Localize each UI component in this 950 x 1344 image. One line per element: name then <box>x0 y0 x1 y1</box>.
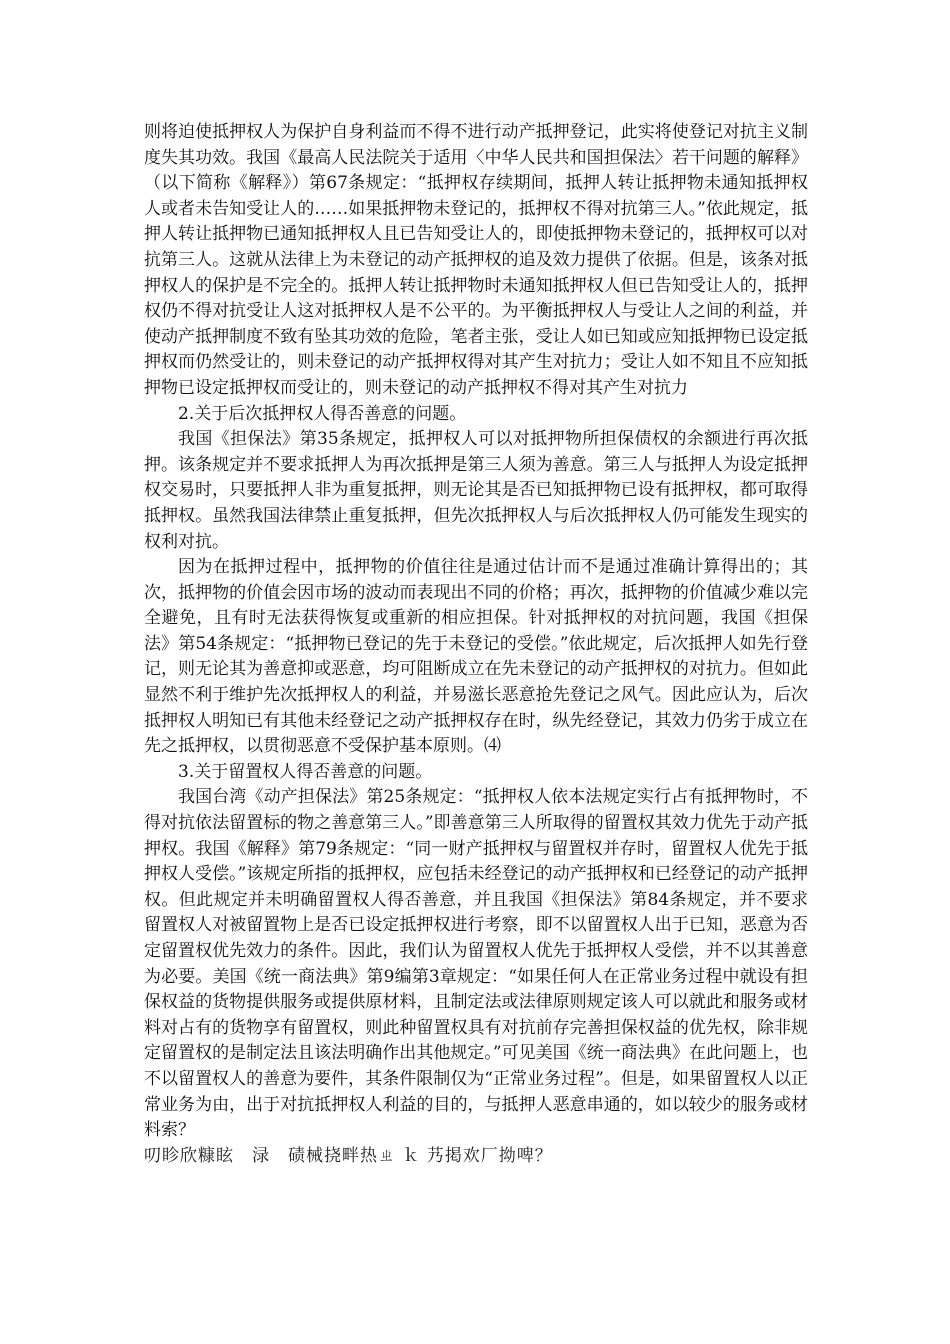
paragraph-registration-opposition: 则将迫使抵押权人为保护自身利益而不得不进行动产抵押登记，此实将使登记对抗主义制度失其功效。我国《最高人民法院关于适用〈中华人民共和国担保法〉若干问题的解释》（以下简称《解释》）第67条规定：“抵押权存续期间，抵押人转让抵押物未通知抵押权人或者未告知受让人的……如果抵押物未登记的，抵押权不得对抗第三人。”依此规定，抵押人转让抵押物已通知抵押权人且已告知受让人的，即使抵押物未登记的，抵押权可以对抗第三人。这就从法律上为未登记的动产抵押权的追及效力提供了依据。但是，该条对抵押权人的保护是不完全的。抵押人转让抵押物时未通知抵押权人但已告知受让人的，抵押权仍不得对抗受让人这对抵押权人是不公平的。为平衡抵押权人与受让人之间的利益，并使动产抵押制度不致有坠其功效的危险，笔者主张，受让人如已知或应知抵押物已设定抵押权而仍然受让的，则未登记的动产抵押权得对其产生对抗力；受让人如不知且不应知抵押物已设定抵押权而受让的，则未登记的动产抵押权不得对其产生对抗力 <box>144 122 808 398</box>
paragraph-lien-priority: 我国台湾《动产担保法》第25条规定：“抵押权人依本法规定实行占有抵押物时，不得对抗依法留置标的物之善意第三人。”即善意第三人所取得的留置权其效力优先于动产抵押权。我国《解释》第79条规定：“同一财产抵押权与留置权并存时，留置权人优先于抵押权人受偿。”该规定所指的抵押权，应包括未经登记的动产抵押权和已经登记的动产抵押权。但此规定并未明确留置权人得否善意，并且我国《担保法》第84条规定，并不要求留置权人对被留置物上是否已设定抵押权进行考察，即不以留置权人出于已知，恶意为否定留置权优先效力的条件。因此，我们认为留置权人优先于抵押权人受偿，并不以其善意为必要。美国《统一商法典》第9编第3章规定：“如果任何人在正常业务过程中就设有担保权益的货物提供服务或提供原材料，且制定法或法律原则规定该人可以就此和服务或材料对占有的货物享有留置权，则此种留置权具有对抗前存完善担保权益的优先权，除非规定留置权的是制定法且该法明确作出其他规定。”可见美国《统一商法典》在此问题上，也不以留置权人的善意为要件，其条件限制仅为“正常业务过程”。但是，如果留置权人以正常业务为由，出于对抗抵押权人利益的目的，与抵押人恶意串通的，如以较少的服务或材料索？ <box>144 787 808 1141</box>
document-body <box>144 120 808 1169</box>
garbled-text-line: 叨眕欣糠眩 渌 碛械挠畔热ㄓ ｋ 艿掲欢厂拗啤？ <box>144 1145 553 1166</box>
section-heading-lien-holder: 3.关于留置权人得否善意的问题。 <box>178 761 433 782</box>
paragraph-mortgage-valuation: 因为在抵押过程中，抵押物的价值往往是通过估计而不是通过准确计算得出的；其次，抵押物的价值会因市场的波动而表现出不同的价格；再次，抵押物的价值减少难以完全避免，且有时无法获得恢复或重新的相应担保。针对抵押权的对抗问题，我国《担保法》第54条规定：“抵押物已登记的先于未登记的受偿。”依此规定，后次抵押人如先行登记，则无论其为善意抑或恶意，均可阻断成立在先未登记的动产抵押权的对抗力。但如此显然不利于维护先次抵押权人的利益，并易滋长恶意抢先登记之风气。因此应认为，后次抵押权人明知已有其他未经登记之动产抵押权存在时，纵先经登记，其效力仍劣于成立在先之抵押权，以贯彻恶意不受保护基本原则。⑷ <box>144 557 808 757</box>
section-heading-subsequent-mortgagee: 2.关于后次抵押权人得否善意的问题。 <box>178 403 467 424</box>
paragraph-guarantee-law-article-35: 我国《担保法》第35条规定，抵押权人可以对抵押物所担保债权的余额进行再次抵押。该条规定并不要求抵押人为再次抵押是第三人须为善意。第三人与抵押人为设定抵押权交易时，只要抵押人非为重复抵押，则无论其是否已知抵押物已设有抵押权，都可取得抵押权。虽然我国法律禁止重复抵押，但先次抵押权人与后次抵押权人仍可能发生现实的权利对抗。 <box>144 429 808 552</box>
